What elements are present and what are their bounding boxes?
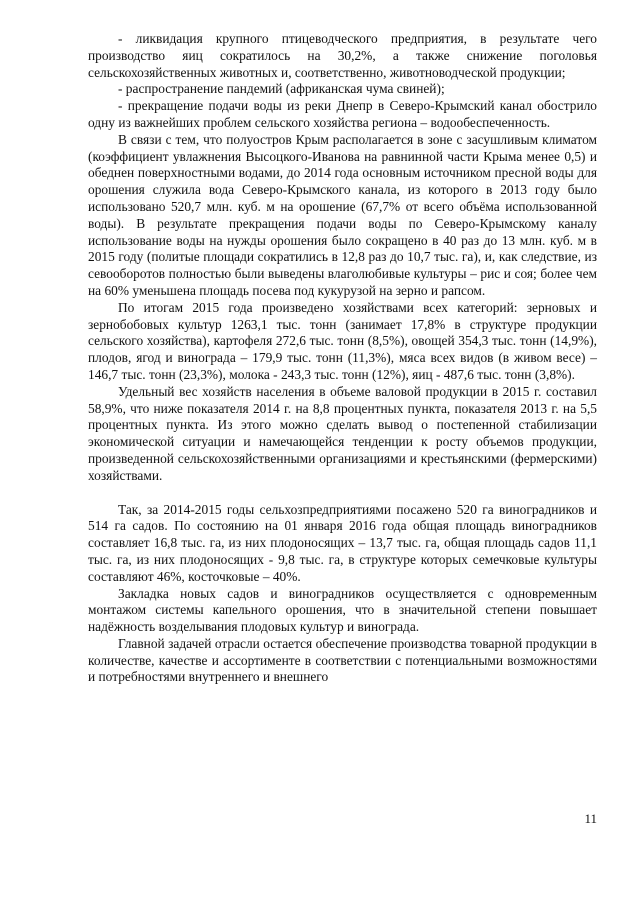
paragraph-household-share: Удельный вес хозяйств населения в объеме валовой продукции в 2015 г. составил 58,9%, что ниже показателя 2014 г. на 8,8 процентных пункта, показателя 2013 г. на 5,5 процентных пункта. Из этого можно сделать вывод о постепенной стабилизации экономической ситуации и намечающейся тенденции к росту объемов продукции, произведенной сельскохозяйственными организациями и крестьянскими (фермерскими) хозяйствами. bbox=[88, 383, 597, 483]
body-text bbox=[88, 31, 597, 686]
paragraph-poultry-decline: - ликвидация крупного птицеводческого предприятия, в результате чего производство яиц сократилось на 30,2%, а также снижение поголовья сельскохозяйственных животных и, соответственно, животноводческой продукции; bbox=[88, 31, 597, 80]
paragraph-production-2015: По итогам 2015 года произведено хозяйствами всех категорий: зерновых и зернобобовых культур 1263,1 тыс. тонн (занимает 17,8% в структуре продукции сельского хозяйства), картофеля 272,6 тыс. тонн (8,5%), овощей 354,3 тыс. тонн (14,9%), плодов, ягод и винограда – 179,9 тыс. тонн (11,3%), мяса всех видов (в живом весе) – 146,7 тыс. тонн (23,3%), молока - 243,3 тыс. тонн (12%), яиц - 487,6 тыс. тонн (3,8%). bbox=[88, 299, 597, 382]
paragraph-irrigation: В связи с тем, что полуостров Крым располагается в зоне с засушливым климатом (коэффициент увлажнения Высоцкого-Иванова на равнинной части Крыма менее 0,5) и обеднен поверхностными водами, до 2014 года основным источником пресной воды для орошения служила вода Северо-Крымского канала, из которого в 2013 году было использовано 520,7 млн. куб. м на орошение (67,7% от всего объёма использованной воды). В результате прекращения подачи воды по Северо-Крымскому каналу использование воды на нужды орошения было сокращено в 40 раз до 13 млн. куб. м в 2015 году (политые площади сократились в 12,8 раз до 10,7 тыс. га), и, как следствие, из севооборотов полностью были выведены влаголюбивые культуры – рис и соя; более чем на 60% уменьшена площадь посева под кукурузой на зерно и рапсом. bbox=[88, 131, 597, 298]
paragraph-vineyards-orchards: Так, за 2014-2015 годы сельхозпредприятиями посажено 520 га виноградников и 514 га садов. По состоянию на 01 января 2016 года общая площадь виноградников составляет 16,8 тыс. га, из них плодоносящих – 13,7 тыс. га, общая площадь садов 11,1 тыс. га, из них плодоносящих - 9,8 тыс. га, в структуре которых семечковые культуры составляют 46%, косточковые – 40%. bbox=[88, 501, 597, 584]
paragraph-main-task: Главной задачей отрасли остается обеспечение производства товарной продукции в количестве, качестве и ассортименте в соответствии с потенциальными возможностями и потребностями внутреннего и внешнего bbox=[88, 635, 597, 685]
paragraph-water-supply: - прекращение подачи воды из реки Днепр в Северо-Крымский канал обострило одну из важнейших проблем сельского хозяйства региона – водообеспеченность. bbox=[88, 98, 597, 130]
paragraph-pandemic: - распространение пандемий (африканская чума свиней); bbox=[118, 81, 445, 97]
paragraph-drip-irrigation: Закладка новых садов и виноградников осуществляется с одновременным монтажом системы капельного орошения, что в значительной степени повышает надёжность возделывания плодовых культур и винограда. bbox=[88, 585, 597, 635]
page-number: 11 bbox=[584, 811, 597, 826]
